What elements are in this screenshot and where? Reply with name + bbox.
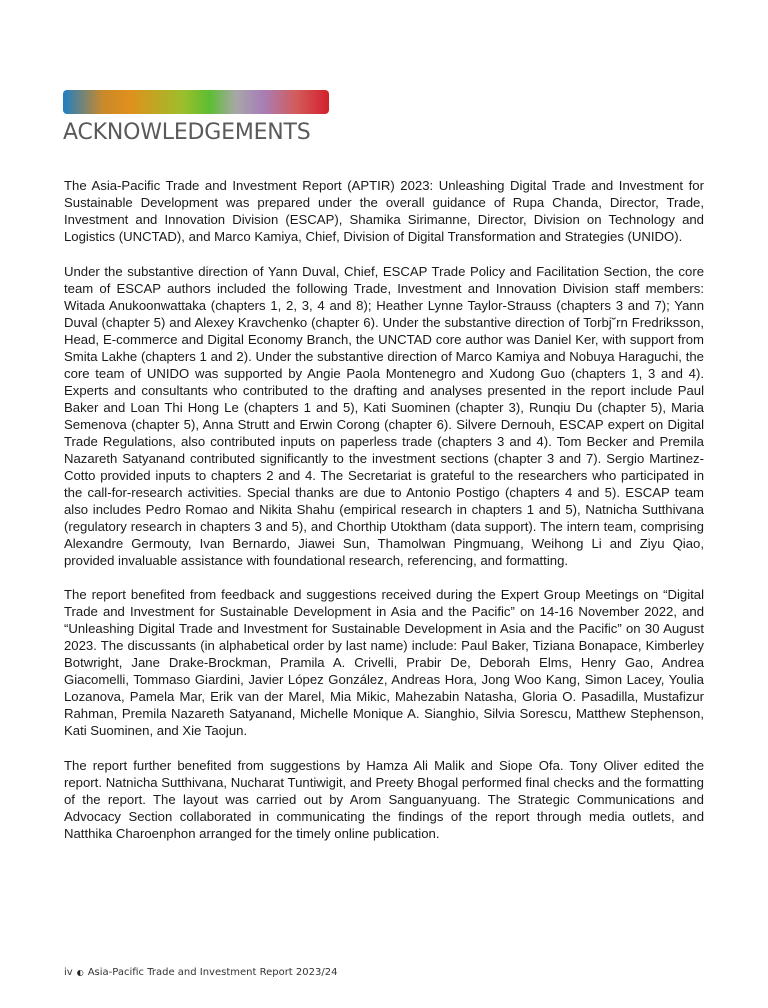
paragraph-production: The report further benefited from suggestions by Hamza Ali Malik and Siope Ofa. Tony Oliver edited the report. Natnicha Sutthivana, Nucharat Tuntiwigit, and Preety Bhogal performed final checks and the formatting of the report. The layout was carried out by Arom Sanguanyuang. The Strategic Communications and Advocacy Section collaborated in communicating the findings of the report through media outlets, and Natthika Charoenphon arranged for the timely online publication. [64,757,704,841]
acknowledgements-body [64,177,704,859]
publication-title: Asia-Pacific Trade and Investment Report 2023/24 [87,967,338,978]
decorative-rainbow-bar [63,90,329,114]
page-number: iv [64,967,73,978]
paragraph-guidance: The Asia-Pacific Trade and Investment Report (APTIR) 2023: Unleashing Digital Trade and Investment for Sustainable Development was prepared under the overall guidance of Rupa Chanda, Director, Trade, Investment and Innovation Division (ESCAP), Shamika Sirimanne, Director, Division on Technology and Logistics (UNCTAD), and Marco Kamiya, Chief, Division of Digital Transformation and Strategies (UNIDO). [64,178,704,244]
page-footer [64,967,337,978]
page-title: ACKNOWLEDGEMENTS [63,120,311,145]
paragraph-authors: Under the substantive direction of Yann Duval, Chief, ESCAP Trade Policy and Facilitation Section, the core team of ESCAP authors included the following Trade, Investment and Innovation Division staff members: Witada Anukoonwattaka (chapters 1, 2, 3, 4 and 8); Heather Lynne Taylor-Strauss (chapters 3 and 7); Yann Duval (chapter 5) and Alexey Kravchenko (chapter 6). Under the substantive direction of Torbj˘rn Fredriksson, Head, E-commerce and Digital Economy Branch, the UNCTAD core author was Daniel Ker, with support from Smita Lakhe (chapters 1 and 2). Under the substantive direction of Marco Kamiya and Nobuya Haraguchi, the core team of UNIDO was supported by Angie Paola Montenegro and Xudong Guo (chapters 1, 3 and 4). Experts and consultants who contributed to the drafting and analyses presented in the report include Paul Baker and Loan Thi Hong Le (chapters 1 and 5), Kati Suominen (chapter 3), Runqiu Du (chapter 5), Maria Semenova (chapter 5), Anna Strutt and Erwin Corong (chapter 6). Silvere Dernouh, ESCAP expert on Digital Trade Regulations, also contributed inputs on paperless trade (chapters 3 and 4). Tom Becker and Premila Nazareth Satyanand contributed significantly to the investment sections (chapter 3 and 7). Sergio Martinez-Cotto provided inputs to chapters 2 and 4. The Secretariat is grateful to the researchers who participated in the call-for-research activities. Special thanks are due to Antonio Postigo (chapters 4 and 5). ESCAP team also includes Pedro Romao and Nikita Shahu (empirical research in chapters 1 and 5), Natnicha Sutthivana (regulatory research in chapters 3 and 5), and Chorthip Utoktham (data support). The intern team, comprising Alexandre Germouty, Ivan Bernardo, Jiawei Sun, Thamolwan Pingmuang, Weihong Li and Ziyu Qiao, provided invaluable assistance with foundational research, referencing, and formatting. [64,263,704,568]
paragraph-discussants: The report benefited from feedback and suggestions received during the Expert Group Meetings on “Digital Trade and Investment for Sustainable Development in Asia and the Pacific” on 14-16 November 2022, and “Unleashing Digital Trade and Investment for Sustainable Development in Asia and the Pacific” on 30 August 2023. The discussants (in alphabetical order by last name) include: Paul Baker, Tiziana Bonapace, Kimberley Botwright, Jane Drake-Brockman, Pramila A. Crivelli, Prabir De, Deborah Elms, Henry Gao, Andrea Giacomelli, Tommaso Giardini, Javier López González, Andreas Hora, Jong Woo Kang, Simon Lacey, Youlia Lozanova, Pamela Mar, Erik van der Marel, Mia Mikic, Mahezabin Natasha, Gloria O. Pasadilla, Mustafizur Rahman, Premila Nazareth Satyanand, Michelle Monique A. Sianghio, Silvia Sorescu, Matthew Stephenson, Kati Suominen, and Xie Taojun. [64,587,704,738]
separator-icon: ◐ [76,968,84,977]
